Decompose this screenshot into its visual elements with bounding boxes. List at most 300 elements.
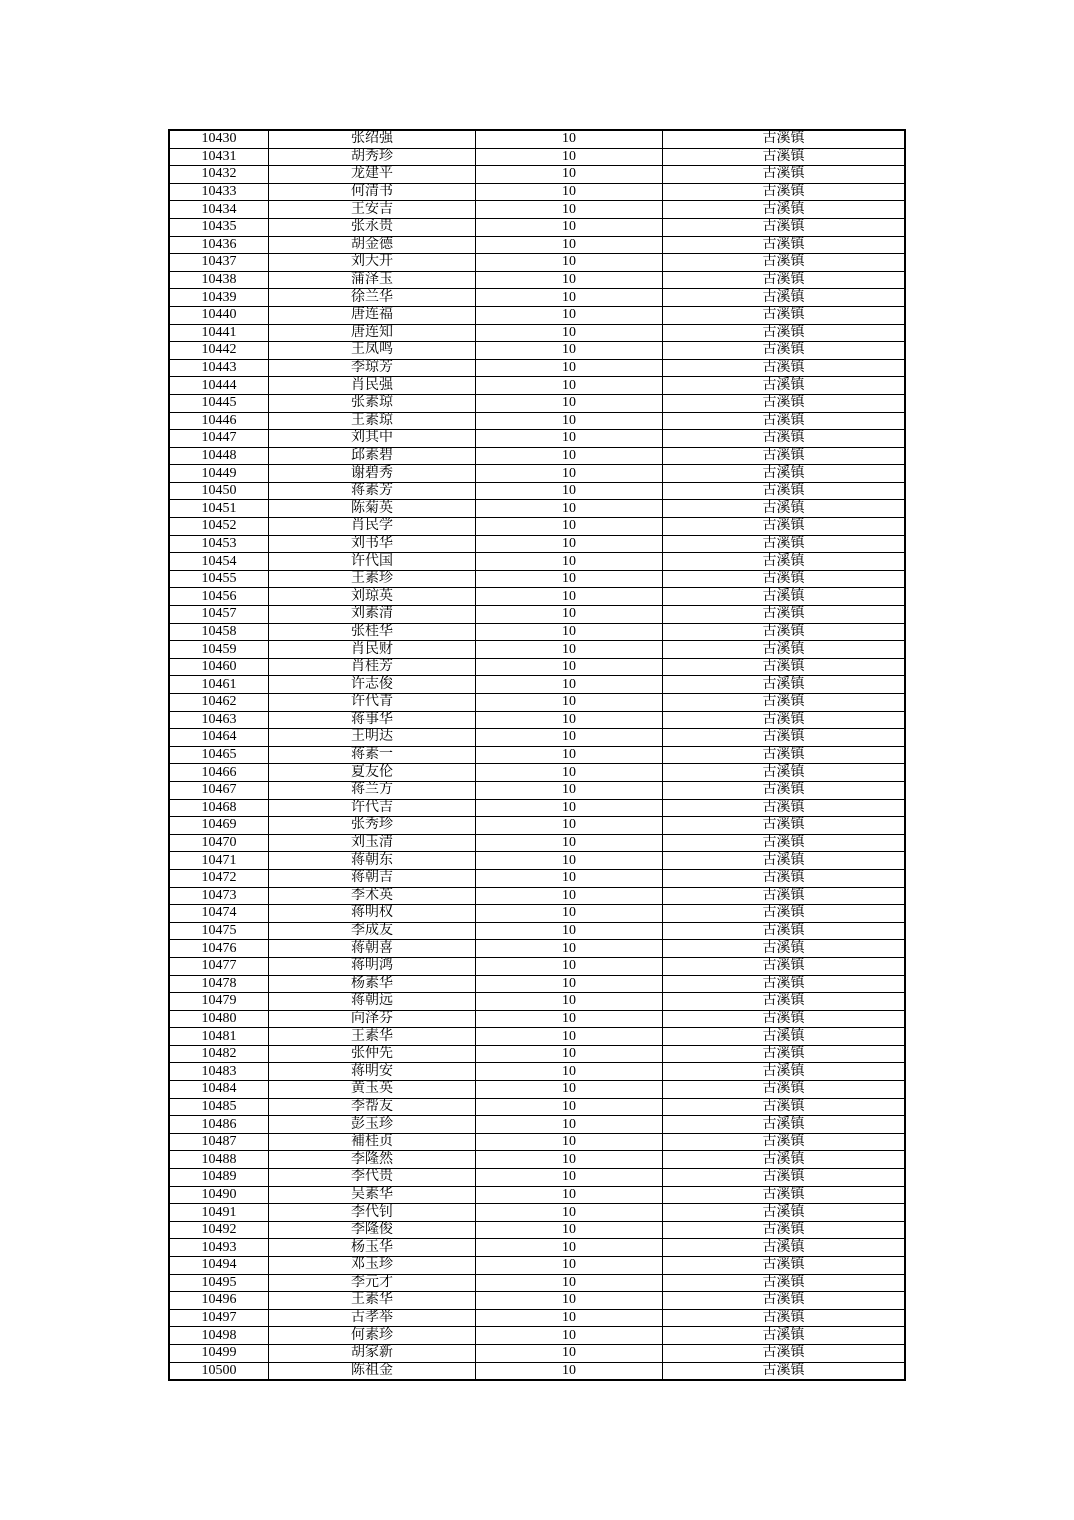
name-cell: 邱素碧 [269,447,476,465]
table-row [169,166,905,184]
township-cell: 古溪镇 [663,1063,906,1081]
row-number-cell: 10488 [169,1151,269,1169]
name-cell: 张秀珍 [269,817,476,835]
row-number-cell: 10474 [169,905,269,923]
township-cell: 古溪镇 [663,1169,906,1187]
name-cell: 刘琼英 [269,588,476,606]
township-cell: 古溪镇 [663,887,906,905]
amount-cell: 10 [476,869,663,887]
name-cell: 胡秀珍 [269,148,476,166]
township-cell: 古溪镇 [663,518,906,536]
name-cell: 王凤鸣 [269,342,476,360]
township-cell: 古溪镇 [663,746,906,764]
name-cell: 张永贵 [269,218,476,236]
amount-cell: 10 [476,940,663,958]
row-number-cell: 10453 [169,535,269,553]
row-number-cell: 10469 [169,817,269,835]
table-row [169,834,905,852]
amount-cell: 10 [476,1221,663,1239]
row-number-cell: 10500 [169,1362,269,1380]
township-cell: 古溪镇 [663,694,906,712]
table-row [169,465,905,483]
row-number-cell: 10483 [169,1063,269,1081]
row-number-cell: 10491 [169,1204,269,1222]
name-cell: 蒋素芳 [269,482,476,500]
amount-cell: 10 [476,254,663,272]
township-cell: 古溪镇 [663,218,906,236]
row-number-cell: 10434 [169,201,269,219]
name-cell: 蒋明权 [269,905,476,923]
amount-cell: 10 [476,711,663,729]
township-cell: 古溪镇 [663,324,906,342]
name-cell: 张桂华 [269,623,476,641]
table-row [169,869,905,887]
name-cell: 许代吉 [269,799,476,817]
table-row [169,1151,905,1169]
township-cell: 古溪镇 [663,781,906,799]
amount-cell: 10 [476,430,663,448]
amount-cell: 10 [476,1257,663,1275]
row-number-cell: 10437 [169,254,269,272]
table-row [169,130,905,148]
amount-cell: 10 [476,518,663,536]
row-number-cell: 10457 [169,606,269,624]
name-cell: 张仲先 [269,1045,476,1063]
row-number-cell: 10438 [169,271,269,289]
row-number-cell: 10486 [169,1116,269,1134]
township-cell: 古溪镇 [663,658,906,676]
township-cell: 古溪镇 [663,711,906,729]
amount-cell: 10 [476,535,663,553]
name-cell: 向泽芬 [269,1010,476,1028]
table-row [169,500,905,518]
name-cell: 刘大开 [269,254,476,272]
amount-cell: 10 [476,1133,663,1151]
name-cell: 徐兰华 [269,289,476,307]
township-cell: 古溪镇 [663,1204,906,1222]
name-cell: 张素琼 [269,394,476,412]
name-cell: 何素珍 [269,1327,476,1345]
amount-cell: 10 [476,799,663,817]
amount-cell: 10 [476,570,663,588]
table-row [169,1045,905,1063]
row-number-cell: 10431 [169,148,269,166]
row-number-cell: 10498 [169,1327,269,1345]
roster-table [168,129,906,1381]
township-cell: 古溪镇 [663,447,906,465]
table-row [169,957,905,975]
table-row [169,1028,905,1046]
amount-cell: 10 [476,412,663,430]
name-cell: 刘素清 [269,606,476,624]
amount-cell: 10 [476,834,663,852]
township-cell: 古溪镇 [663,940,906,958]
table-row [169,852,905,870]
row-number-cell: 10499 [169,1344,269,1362]
row-number-cell: 10455 [169,570,269,588]
table-row [169,412,905,430]
row-number-cell: 10482 [169,1045,269,1063]
township-cell: 古溪镇 [663,1028,906,1046]
name-cell: 王素华 [269,1028,476,1046]
table-row [169,1116,905,1134]
township-cell: 古溪镇 [663,201,906,219]
name-cell: 李代贵 [269,1169,476,1187]
amount-cell: 10 [476,1063,663,1081]
row-number-cell: 10447 [169,430,269,448]
table-row [169,711,905,729]
name-cell: 李代钊 [269,1204,476,1222]
row-number-cell: 10495 [169,1274,269,1292]
row-number-cell: 10456 [169,588,269,606]
row-number-cell: 10436 [169,236,269,254]
table-row [169,518,905,536]
row-number-cell: 10448 [169,447,269,465]
amount-cell: 10 [476,1274,663,1292]
amount-cell: 10 [476,359,663,377]
name-cell: 李元才 [269,1274,476,1292]
name-cell: 胡家新 [269,1344,476,1362]
amount-cell: 10 [476,342,663,360]
township-cell: 古溪镇 [663,465,906,483]
table-row [169,922,905,940]
township-cell: 古溪镇 [663,1151,906,1169]
table-row [169,1063,905,1081]
amount-cell: 10 [476,1344,663,1362]
name-cell: 李隆然 [269,1151,476,1169]
row-number-cell: 10473 [169,887,269,905]
row-number-cell: 10484 [169,1081,269,1099]
township-cell: 古溪镇 [663,306,906,324]
table-row [169,377,905,395]
name-cell: 黄玉英 [269,1081,476,1099]
name-cell: 蒋明安 [269,1063,476,1081]
table-row [169,764,905,782]
township-cell: 古溪镇 [663,993,906,1011]
row-number-cell: 10478 [169,975,269,993]
amount-cell: 10 [476,1186,663,1204]
amount-cell: 10 [476,1045,663,1063]
township-cell: 古溪镇 [663,254,906,272]
amount-cell: 10 [476,1362,663,1380]
table-row [169,781,905,799]
table-row [169,623,905,641]
township-cell: 古溪镇 [663,817,906,835]
table-row [169,799,905,817]
name-cell: 李术英 [269,887,476,905]
row-number-cell: 10433 [169,183,269,201]
township-cell: 古溪镇 [663,729,906,747]
township-cell: 古溪镇 [663,359,906,377]
township-cell: 古溪镇 [663,1327,906,1345]
roster-body [169,130,905,1380]
amount-cell: 10 [476,781,663,799]
township-cell: 古溪镇 [663,412,906,430]
township-cell: 古溪镇 [663,289,906,307]
row-number-cell: 10492 [169,1221,269,1239]
amount-cell: 10 [476,482,663,500]
township-cell: 古溪镇 [663,588,906,606]
name-cell: 古孝举 [269,1309,476,1327]
township-cell: 古溪镇 [663,1116,906,1134]
name-cell: 王明达 [269,729,476,747]
row-number-cell: 10480 [169,1010,269,1028]
name-cell: 刘书华 [269,535,476,553]
amount-cell: 10 [476,658,663,676]
name-cell: 肖民财 [269,641,476,659]
township-cell: 古溪镇 [663,183,906,201]
row-number-cell: 10490 [169,1186,269,1204]
table-row [169,201,905,219]
table-row [169,975,905,993]
township-cell: 古溪镇 [663,377,906,395]
row-number-cell: 10479 [169,993,269,1011]
row-number-cell: 10464 [169,729,269,747]
amount-cell: 10 [476,553,663,571]
table-row [169,254,905,272]
amount-cell: 10 [476,183,663,201]
table-row [169,394,905,412]
name-cell: 刘玉清 [269,834,476,852]
table-row [169,658,905,676]
row-number-cell: 10487 [169,1133,269,1151]
name-cell: 李琼芳 [269,359,476,377]
name-cell: 唐连知 [269,324,476,342]
row-number-cell: 10493 [169,1239,269,1257]
name-cell: 王素华 [269,1292,476,1310]
township-cell: 古溪镇 [663,1344,906,1362]
table-row [169,236,905,254]
table-row [169,271,905,289]
row-number-cell: 10451 [169,500,269,518]
table-row [169,641,905,659]
amount-cell: 10 [476,817,663,835]
amount-cell: 10 [476,306,663,324]
name-cell: 许志俊 [269,676,476,694]
amount-cell: 10 [476,236,663,254]
table-row [169,676,905,694]
amount-cell: 10 [476,271,663,289]
name-cell: 彭玉珍 [269,1116,476,1134]
amount-cell: 10 [476,1028,663,1046]
table-row [169,306,905,324]
amount-cell: 10 [476,166,663,184]
table-row [169,1257,905,1275]
table-row [169,694,905,712]
amount-cell: 10 [476,1010,663,1028]
row-number-cell: 10497 [169,1309,269,1327]
amount-cell: 10 [476,922,663,940]
name-cell: 肖民强 [269,377,476,395]
row-number-cell: 10475 [169,922,269,940]
row-number-cell: 10450 [169,482,269,500]
row-number-cell: 10481 [169,1028,269,1046]
row-number-cell: 10476 [169,940,269,958]
row-number-cell: 10445 [169,394,269,412]
amount-cell: 10 [476,447,663,465]
amount-cell: 10 [476,1292,663,1310]
township-cell: 古溪镇 [663,482,906,500]
row-number-cell: 10477 [169,957,269,975]
name-cell: 蒋朝喜 [269,940,476,958]
amount-cell: 10 [476,130,663,148]
township-cell: 古溪镇 [663,1309,906,1327]
amount-cell: 10 [476,852,663,870]
amount-cell: 10 [476,1309,663,1327]
name-cell: 肖民学 [269,518,476,536]
table-row [169,148,905,166]
row-number-cell: 10468 [169,799,269,817]
township-cell: 古溪镇 [663,957,906,975]
amount-cell: 10 [476,1327,663,1345]
table-row [169,1309,905,1327]
table-row [169,218,905,236]
row-number-cell: 10465 [169,746,269,764]
name-cell: 補桂贞 [269,1133,476,1151]
amount-cell: 10 [476,764,663,782]
township-cell: 古溪镇 [663,975,906,993]
row-number-cell: 10489 [169,1169,269,1187]
row-number-cell: 10472 [169,869,269,887]
table-row [169,1344,905,1362]
row-number-cell: 10458 [169,623,269,641]
amount-cell: 10 [476,975,663,993]
row-number-cell: 10442 [169,342,269,360]
row-number-cell: 10454 [169,553,269,571]
amount-cell: 10 [476,676,663,694]
amount-cell: 10 [476,1081,663,1099]
amount-cell: 10 [476,218,663,236]
row-number-cell: 10462 [169,694,269,712]
township-cell: 古溪镇 [663,148,906,166]
amount-cell: 10 [476,694,663,712]
name-cell: 蒋朝远 [269,993,476,1011]
table-row [169,570,905,588]
table-row [169,535,905,553]
name-cell: 王素珍 [269,570,476,588]
name-cell: 邓玉珍 [269,1257,476,1275]
table-row [169,430,905,448]
table-row [169,359,905,377]
table-row [169,993,905,1011]
township-cell: 古溪镇 [663,606,906,624]
township-cell: 古溪镇 [663,1098,906,1116]
row-number-cell: 10496 [169,1292,269,1310]
row-number-cell: 10439 [169,289,269,307]
amount-cell: 10 [476,1098,663,1116]
name-cell: 蒋素一 [269,746,476,764]
amount-cell: 10 [476,500,663,518]
row-number-cell: 10430 [169,130,269,148]
table-row [169,588,905,606]
township-cell: 古溪镇 [663,1081,906,1099]
amount-cell: 10 [476,377,663,395]
table-row [169,183,905,201]
name-cell: 蒋事华 [269,711,476,729]
row-number-cell: 10471 [169,852,269,870]
table-row [169,289,905,307]
township-cell: 古溪镇 [663,1362,906,1380]
table-row [169,1169,905,1187]
name-cell: 许代青 [269,694,476,712]
table-row [169,1204,905,1222]
township-cell: 古溪镇 [663,1257,906,1275]
township-cell: 古溪镇 [663,130,906,148]
name-cell: 李隆俊 [269,1221,476,1239]
township-cell: 古溪镇 [663,236,906,254]
amount-cell: 10 [476,588,663,606]
amount-cell: 10 [476,623,663,641]
name-cell: 龙建平 [269,166,476,184]
name-cell: 陈祖金 [269,1362,476,1380]
township-cell: 古溪镇 [663,764,906,782]
table-row [169,342,905,360]
name-cell: 杨玉华 [269,1239,476,1257]
row-number-cell: 10459 [169,641,269,659]
township-cell: 古溪镇 [663,799,906,817]
name-cell: 王安吉 [269,201,476,219]
row-number-cell: 10432 [169,166,269,184]
name-cell: 张绍强 [269,130,476,148]
township-cell: 古溪镇 [663,1010,906,1028]
row-number-cell: 10466 [169,764,269,782]
table-row [169,1327,905,1345]
township-cell: 古溪镇 [663,166,906,184]
table-row [169,1362,905,1380]
township-cell: 古溪镇 [663,342,906,360]
name-cell: 蒋朝东 [269,852,476,870]
table-row [169,447,905,465]
row-number-cell: 10494 [169,1257,269,1275]
township-cell: 古溪镇 [663,869,906,887]
table-row [169,606,905,624]
township-cell: 古溪镇 [663,922,906,940]
row-number-cell: 10460 [169,658,269,676]
township-cell: 古溪镇 [663,1221,906,1239]
township-cell: 古溪镇 [663,676,906,694]
name-cell: 杨素华 [269,975,476,993]
table-row [169,1098,905,1116]
table-row [169,905,905,923]
township-cell: 古溪镇 [663,553,906,571]
amount-cell: 10 [476,1151,663,1169]
table-row [169,729,905,747]
name-cell: 吴素华 [269,1186,476,1204]
row-number-cell: 10440 [169,306,269,324]
township-cell: 古溪镇 [663,1274,906,1292]
amount-cell: 10 [476,394,663,412]
name-cell: 谢碧秀 [269,465,476,483]
row-number-cell: 10444 [169,377,269,395]
name-cell: 李帮友 [269,1098,476,1116]
amount-cell: 10 [476,148,663,166]
township-cell: 古溪镇 [663,535,906,553]
row-number-cell: 10435 [169,218,269,236]
name-cell: 何清书 [269,183,476,201]
row-number-cell: 10463 [169,711,269,729]
township-cell: 古溪镇 [663,1186,906,1204]
amount-cell: 10 [476,1239,663,1257]
amount-cell: 10 [476,641,663,659]
amount-cell: 10 [476,905,663,923]
amount-cell: 10 [476,465,663,483]
township-cell: 古溪镇 [663,271,906,289]
township-cell: 古溪镇 [663,834,906,852]
amount-cell: 10 [476,289,663,307]
table-row [169,553,905,571]
table-row [169,1010,905,1028]
row-number-cell: 10446 [169,412,269,430]
